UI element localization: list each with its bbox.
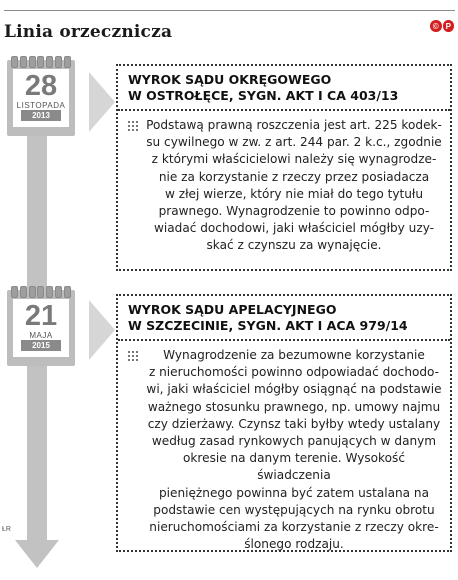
calendar-day: 28 xyxy=(24,70,58,102)
ruling-line: w złej wierze, który nie miał do tego tytułu xyxy=(165,186,423,201)
ruling-line: Podstawą prawną roszczenia jest art. 225 kodek- xyxy=(146,118,442,132)
ruling-line: z nieruchomości powinno odpowiadać dochodo- xyxy=(148,365,440,380)
calendar-day: 21 xyxy=(24,300,58,332)
ruling-line: wiadać dochodowi, jaki właściciel mógłby uzy- xyxy=(153,221,435,236)
calendar-face xyxy=(13,299,69,357)
ruling-line: wi, jaki właściciel mógłby osiągnąć na podstawie xyxy=(146,382,442,397)
ruling-line: czy dzierżawy. Czynsz taki byłby wtedy ustalany xyxy=(147,416,441,431)
ruling-court: WYROK SĄDU APELACYJNEGO xyxy=(128,302,337,317)
ruling-line: ślonego rodzaju. xyxy=(244,537,344,552)
timeline-arrow-icon xyxy=(15,540,59,568)
ruling-line: prawnego. Wynagrodzenie to powinno odpo- xyxy=(158,204,430,219)
pointer-arrow-icon xyxy=(89,72,115,132)
top-rule xyxy=(4,10,455,11)
calendar-rings xyxy=(11,286,71,296)
ruling-card xyxy=(116,294,452,552)
ruling-line: według zasad rynkowych panujących w danym xyxy=(151,434,437,449)
ruling-line: ważnego stosunku prawnego, np. umowy najmu xyxy=(147,399,441,414)
source-credit: ŁR xyxy=(2,526,11,533)
page-title: Linia orzecznicza xyxy=(4,22,173,42)
ruling-line: z którymi właścicielowi należy się wynagrodze- xyxy=(151,152,437,167)
calendar-month: LISTOPADA xyxy=(16,101,66,110)
ruling-line: pieniężnego powinna być zatem ustalana na xyxy=(158,485,429,500)
logo-mark-left: © xyxy=(430,20,442,32)
calendar-rings xyxy=(11,56,71,66)
ruling-text xyxy=(118,111,450,261)
ruling-line: nie za korzystanie z rzeczy przez posiadacza xyxy=(158,169,430,184)
calendar-icon xyxy=(7,60,75,136)
calendar-icon xyxy=(7,290,75,366)
ruling-text xyxy=(118,341,450,559)
ruling-case-ref: W SZCZECINIE, SYGN. AKT I ACA 979/14 xyxy=(128,318,408,333)
ruling-line: su cywilnego w zw. z art. 244 par. 2 k.c., zgodnie xyxy=(146,135,442,150)
calendar-year: 2013 xyxy=(21,110,61,121)
calendar-year: 2015 xyxy=(21,340,61,351)
grip-icon xyxy=(128,351,138,361)
ruling-case-ref: W OSTROŁĘCE, SYGN. AKT I CA 403/13 xyxy=(128,88,399,103)
ruling-heading xyxy=(118,296,450,339)
ruling-heading xyxy=(118,66,450,109)
logo-mark-right: P xyxy=(443,20,455,32)
ruling-line: Wynagrodzenie za bezumowne korzystanie xyxy=(163,348,425,362)
ruling-court: WYROK SĄDU OKRĘGOWEGO xyxy=(128,72,332,87)
ruling-line: skać z czynszu za wynajęcie. xyxy=(206,238,382,253)
ruling-line: okresie na danym terenie. Wysokość świadczenia xyxy=(183,451,405,483)
calendar-month: MAJA xyxy=(29,331,53,340)
ruling-card xyxy=(116,64,452,271)
publisher-logo xyxy=(430,19,454,33)
grip-icon xyxy=(128,121,138,131)
calendar-face xyxy=(13,69,69,127)
ruling-line: nieruchomościami za korzystanie z rzeczy okre- xyxy=(149,520,439,535)
ruling-line: podstawie cen występujących na rynku obrotu xyxy=(153,502,435,517)
pointer-arrow-icon xyxy=(89,300,115,360)
